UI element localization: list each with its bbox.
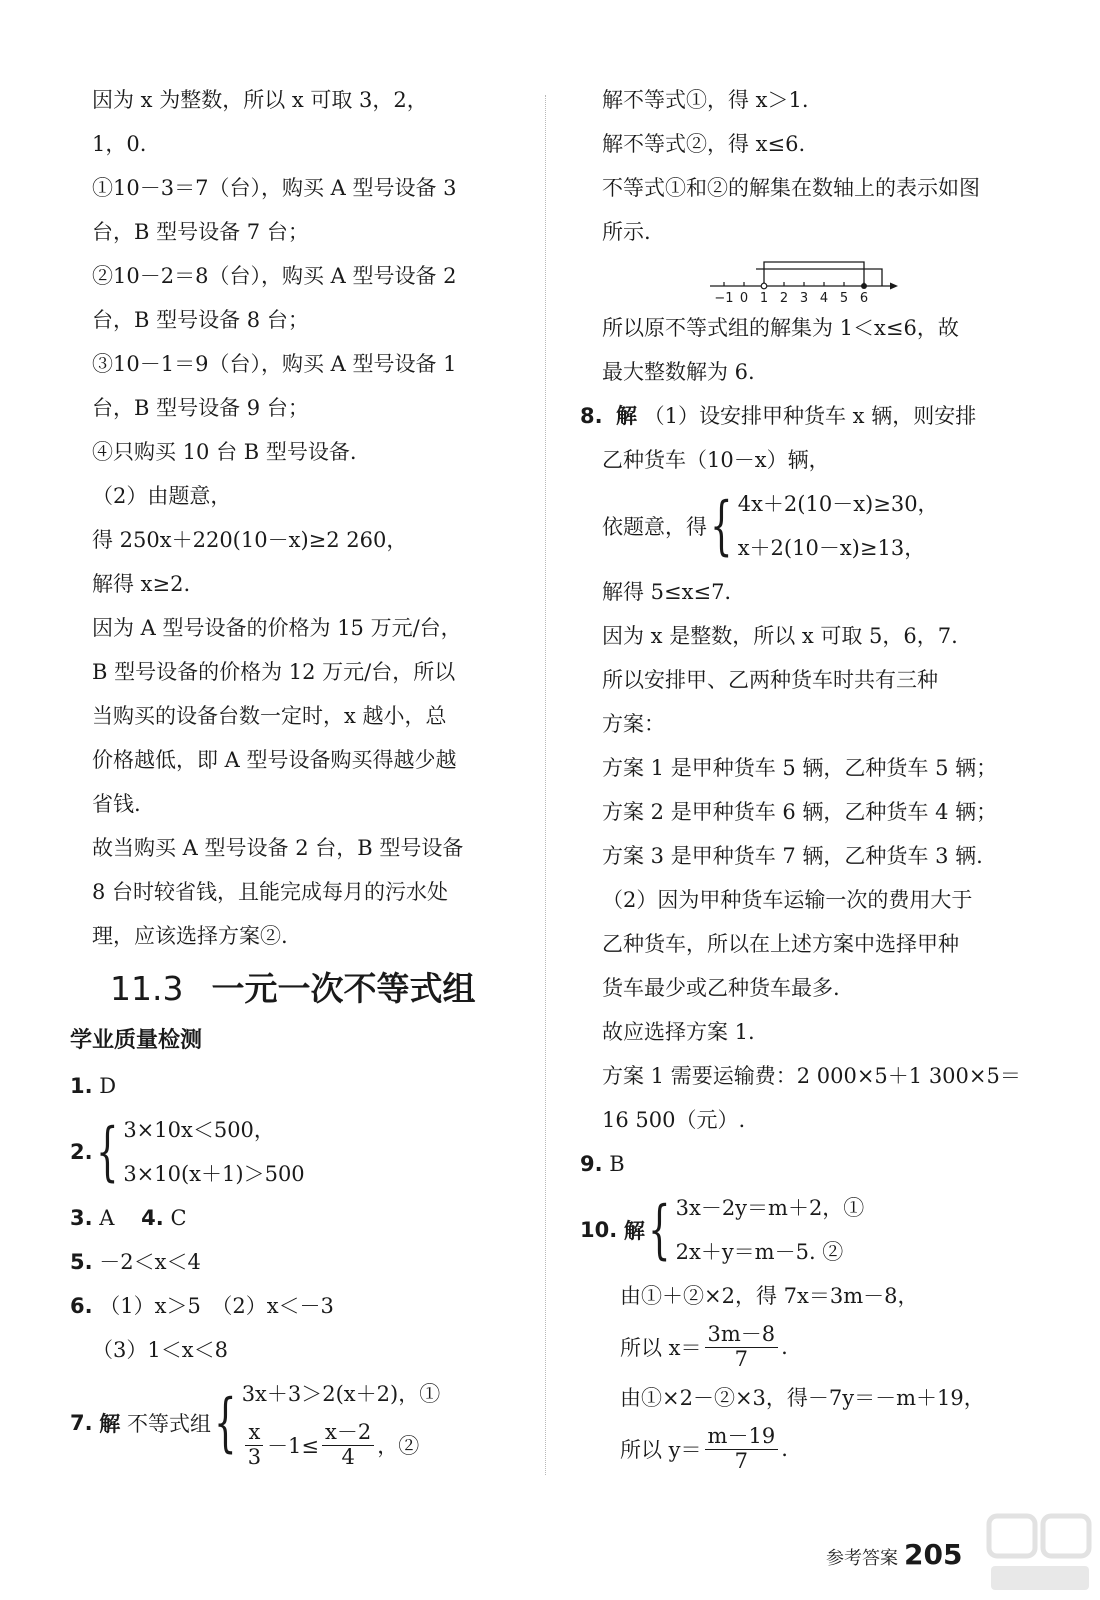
answer-9 <box>580 1142 1025 1186</box>
right-column <box>580 78 1025 1478</box>
text-line: ②10－2＝8（台），购买 A 型号设备 2 <box>92 264 457 288</box>
inequality-system <box>738 482 939 570</box>
text-line: （2）因为甲种货车运输一次的费用大于 <box>602 888 973 912</box>
solution-label: 解 <box>623 1219 645 1243</box>
text-line: 因为 x 为整数，所以 x 可取 3，2， <box>92 88 428 112</box>
answer-7 <box>70 1372 510 1474</box>
question-number: 1. <box>70 1074 93 1098</box>
text-line: 解不等式②，得 x≤6. <box>602 132 806 156</box>
section-heading <box>70 960 510 1018</box>
text-line: 乙种货车，所以在上述方案中选择甲种 <box>602 932 959 956</box>
text-line: 因为 x 是整数，所以 x 可取 5，6，7. <box>602 624 958 648</box>
solution-label: 解 <box>615 404 637 428</box>
open-endpoint <box>761 283 767 289</box>
text-line: 8 台时较省钱，且能完成每月的污水处 <box>92 880 449 904</box>
fraction-line: 所以 y＝ $\frac{m-19}{7}$ . <box>620 1424 788 1473</box>
question-number: 2. <box>70 1140 93 1164</box>
system-line: 3x＋3＞2(x＋2)，① <box>241 1382 441 1406</box>
system-line: 3×10(x＋1)＞500 <box>123 1162 305 1186</box>
column-divider <box>545 95 546 1475</box>
text-line: B 型号设备的价格为 12 万元/台，所以 <box>92 660 456 684</box>
text-line: 方案 1 是甲种货车 5 辆，乙种货车 5 辆； <box>602 756 998 780</box>
axis-arrow <box>890 283 898 290</box>
inequality-system-block <box>580 482 1025 570</box>
answer-text: B <box>609 1152 625 1176</box>
text-line: ④只购买 10 台 B 型号设备. <box>92 440 357 464</box>
text-line: 因为 A 型号设备的价格为 15 万元/台， <box>92 616 462 640</box>
question-number: 5. <box>70 1250 93 1274</box>
text-line: 所示. <box>602 220 651 244</box>
question-number: 3. <box>70 1206 93 1230</box>
answer-6 <box>70 1284 510 1328</box>
question-number: 8. <box>580 404 603 428</box>
text-line: 方案 3 是甲种货车 7 辆，乙种货车 3 辆. <box>602 844 983 868</box>
text-line: 省钱. <box>92 792 141 816</box>
answer-8 <box>580 394 1025 438</box>
text-line: 理，应该选择方案②. <box>92 924 288 948</box>
lead-text: 依题意，得 <box>602 515 707 539</box>
text-line: 所以原不等式组的解集为 1＜x≤6，故 <box>602 316 959 340</box>
inequality-system <box>123 1108 304 1196</box>
page-footer <box>826 1538 962 1571</box>
system-line: 2x＋y＝m－5. ② <box>675 1240 844 1264</box>
axis-label: −1 <box>714 291 734 306</box>
fraction: $\frac{x}{3}$ <box>245 1421 264 1468</box>
solution-label: 解 <box>99 1412 121 1436</box>
text-line: 货车最少或乙种货车最多. <box>602 976 840 1000</box>
axis-label: 3 <box>799 291 809 306</box>
text-line: 台，B 型号设备 9 台； <box>92 396 309 420</box>
text-line: ③10－1＝9（台），购买 A 型号设备 1 <box>92 352 457 376</box>
text-line: 1，0. <box>92 132 147 156</box>
answer-6-cont: （3）1＜x＜8 <box>92 1338 228 1362</box>
text-line: 故应选择方案 1. <box>602 1020 755 1044</box>
number-line-diagram <box>710 256 900 306</box>
text-line: （2）由题意， <box>92 484 232 508</box>
answer-text: （1）设安排甲种货车 x 辆，则安排 <box>643 404 977 428</box>
text-line: 不等式①和②的解集在数轴上的表示如图 <box>602 176 980 200</box>
text-line: 由①＋②×2，得 7x＝3m－8， <box>620 1284 919 1308</box>
text-line: 解得 x≥2. <box>92 572 191 596</box>
text-line: 乙种货车（10－x）辆， <box>602 448 830 472</box>
section-number: 11.3 <box>110 969 184 1008</box>
watermark-logo <box>985 1510 1095 1596</box>
question-number: 6. <box>70 1294 93 1318</box>
text-line: 解不等式①，得 x＞1. <box>602 88 809 112</box>
text-line: ①10－3＝7（台），购买 A 型号设备 3 <box>92 176 457 200</box>
system-line: $\frac{x}{3}$ －1≤ $\frac{x-2}{4}$ ，② <box>242 1416 441 1474</box>
answer-10 <box>580 1186 1025 1274</box>
system-line: 3×10x＜500， <box>123 1118 275 1142</box>
subsection-heading: 学业质量检测 <box>70 1028 203 1053</box>
text-line: 台，B 型号设备 7 台； <box>92 220 309 244</box>
section-title: 一元一次不等式组 <box>211 969 476 1008</box>
left-brace: { <box>710 489 733 563</box>
text-line: 故当购买 A 型号设备 2 台，B 型号设备 <box>92 836 464 860</box>
text-line: 方案 2 是甲种货车 6 辆，乙种货车 4 辆； <box>602 800 998 824</box>
text-line: 得 250x＋220(10－x)≥2 260， <box>92 528 408 552</box>
axis-label: 4 <box>819 291 829 306</box>
text-line: 16 500（元）. <box>602 1108 746 1132</box>
axis-label: 5 <box>839 291 849 306</box>
answer-text: A <box>99 1206 115 1230</box>
inequality-system <box>242 1372 441 1474</box>
left-brace: { <box>95 1115 119 1189</box>
text-line: 台，B 型号设备 8 台； <box>92 308 309 332</box>
system-line: 4x＋2(10－x)≥30， <box>737 492 939 516</box>
left-brace: { <box>648 1193 671 1267</box>
answer-5 <box>70 1240 510 1284</box>
fraction: $\frac{x-2}{4}$ <box>322 1421 374 1468</box>
axis-label: 1 <box>759 291 769 306</box>
text-line: 解得 5≤x≤7. <box>602 580 732 604</box>
text-line: 所以安排甲、乙两种货车时共有三种 <box>602 668 938 692</box>
lead-text: 不等式组 <box>126 1412 211 1436</box>
answer-3-4 <box>70 1196 510 1240</box>
system-line: x＋2(10－x)≥13， <box>737 536 926 560</box>
answer-1 <box>70 1064 510 1108</box>
text-line: 价格越低，即 A 型号设备购买得越少越 <box>92 748 457 772</box>
footer-label: 参考答案 <box>826 1548 898 1569</box>
text-line: 当购买的设备台数一定时，x 越小，总 <box>92 704 447 728</box>
question-number: 10. <box>580 1218 618 1242</box>
answer-text: （1）x＞5 （2）x＜－3 <box>99 1294 334 1318</box>
answer-text: C <box>170 1206 187 1230</box>
answer-2 <box>70 1108 510 1196</box>
left-brace: { <box>214 1386 237 1460</box>
page-number: 205 <box>904 1538 963 1571</box>
left-column <box>70 78 510 1474</box>
closed-endpoint <box>861 283 867 289</box>
text-line: 由①×2－②×3，得－7y＝－m＋19， <box>620 1386 985 1410</box>
axis-label: 2 <box>779 291 789 306</box>
fraction: $\frac{m-19}{7}$ <box>705 1425 779 1472</box>
question-number: 7. <box>70 1411 93 1435</box>
text-line: 方案 1 需要运输费：2 000×5＋1 300×5＝ <box>602 1064 1021 1088</box>
equation-system <box>676 1186 865 1274</box>
text-line: 最大整数解为 6. <box>602 360 755 384</box>
text-line: 方案： <box>602 712 665 736</box>
answer-text: －2＜x＜4 <box>99 1250 201 1274</box>
question-number: 4. <box>141 1206 164 1230</box>
axis-label: 0 <box>739 291 749 306</box>
fraction-line: 所以 x＝ $\frac{3m-8}{7}$ . <box>620 1322 788 1371</box>
fraction: $\frac{3m-8}{7}$ <box>705 1323 779 1370</box>
axis-label: 6 <box>859 291 869 306</box>
system-line: 3x－2y＝m＋2，① <box>675 1196 865 1220</box>
solution-bracket <box>756 262 882 286</box>
question-number: 9. <box>580 1152 603 1176</box>
answer-text: D <box>99 1074 117 1098</box>
